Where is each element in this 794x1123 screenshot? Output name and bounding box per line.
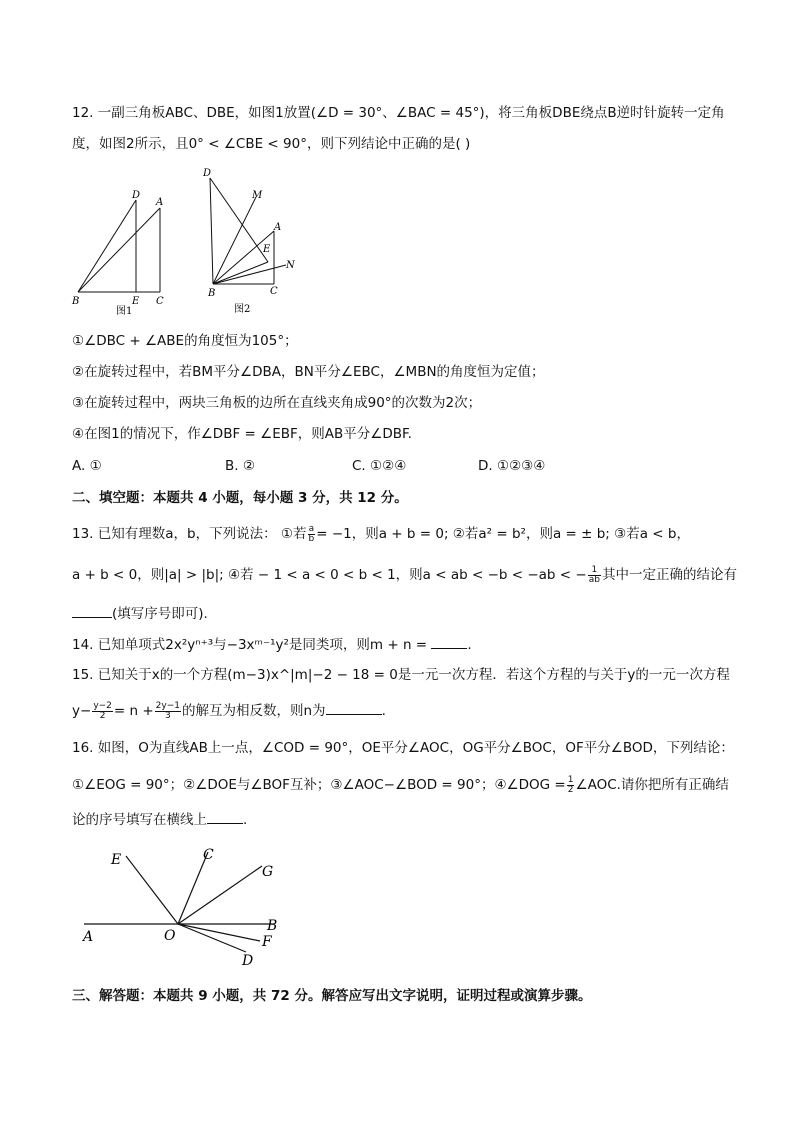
q13-text: 其中一定正确的结论有 [601, 567, 737, 583]
q14-text: . [467, 637, 472, 653]
q13-text: 13. 已知有理数a，b，下列说法： ①若 [72, 526, 307, 542]
q14-line [72, 634, 472, 655]
fig1-label: A [156, 197, 164, 208]
q12-figure-2 [198, 164, 308, 324]
fig2-label: E [263, 244, 271, 255]
fig2-label: C [270, 286, 278, 297]
q15-line1: 15. 已知关于x的一个方程(m−3)x^|m|−2 − 18 = 0是一元一次方程．若这个方程的与关于y的一元一次方程 [72, 667, 730, 683]
fig3-label: A [83, 929, 94, 945]
q13-text: = −1，则a + b = 0; ②若a² = b²，则a = ± b; ③若a < b， [316, 526, 690, 542]
fig3-label: F [262, 934, 272, 950]
q13-line2 [72, 565, 737, 585]
q16-text: 论的序号填写在横线上 [72, 812, 207, 828]
q16-line2 [72, 775, 729, 795]
q16-text: ∠AOC.请你把所有正确结 [575, 777, 729, 793]
q12-figure-1 [68, 186, 178, 322]
fig2-label: B [208, 288, 216, 299]
option-b: B. ② [225, 458, 255, 474]
section-2-heading: 二、填空题：本题共 4 小题，每小题 3 分，共 12 分。 [72, 490, 408, 506]
q13-fraction-a-over-b: $\frac{a}{b}$ [308, 523, 315, 544]
fig3-label: O [164, 928, 176, 944]
option-a: A. ① [72, 458, 102, 474]
answer-blank [72, 603, 112, 618]
fig3-label: G [262, 864, 274, 880]
q16-text: . [243, 812, 248, 828]
fig1-label: C [156, 296, 164, 307]
fig3-label: D [242, 953, 254, 969]
fig1-label: B [72, 296, 80, 307]
q16-line3 [72, 809, 247, 830]
q12-line2: 度，如图2所示，且0° < ∠CBE < 90°，则下列结论中正确的是( ) [72, 136, 471, 152]
q16-line1: 16. 如图，O为直线AB上一点，∠COD = 90°，OE平分∠AOC，OG平分∠BOC，OF平分∠BOD，下列结论： [72, 740, 734, 756]
q15-text: . [381, 703, 386, 719]
q16-fraction-half: $\frac{1}{2}$ [567, 774, 574, 795]
fig2-label: D [203, 168, 212, 179]
fig2-label: A [274, 222, 282, 233]
q15-text: = n + [113, 703, 154, 719]
option-d: D. ①②③④ [478, 458, 546, 474]
q13-text: a + b < 0，则|a| > |b|; ④若 − 1 < a < 0 < b < 1，则a < ab < −b < −ab < − [72, 567, 587, 583]
q13-line1 [72, 524, 690, 544]
q15-text: y− [72, 703, 92, 719]
q16-text: ①∠EOG = 90°；②∠DOE与∠BOF互补；③∠AOC−∠BOD = 90°；④∠DOG = [72, 777, 566, 793]
fig2-label: M [252, 190, 263, 201]
q12-statement-2: ②在旋转过程中，若BM平分∠DBA，BN平分∠EBC，∠MBN的角度恒为定值； [72, 364, 545, 380]
fig3-label: E [111, 852, 122, 868]
q14-text: 14. 已知单项式2x²yⁿ⁺³与−3xᵐ⁻¹y²是同类项，则m + n = [72, 637, 428, 653]
answer-blank [326, 700, 382, 715]
answer-blank [431, 634, 467, 649]
q12-statement-4: ④在图1的情况下，作∠DBF = ∠EBF，则AB平分∠DBF. [72, 426, 412, 442]
q12-line1: 12. 一副三角板ABC、DBE，如图1放置(∠D = 30°、∠BAC = 45°)，将三角板DBE绕点B逆时针旋转一定角 [72, 105, 725, 121]
q12-statement-1: ①∠DBC + ∠ABE的角度恒为105°； [72, 333, 298, 349]
q13-line3 [72, 603, 208, 624]
q15-text: 的解互为相反数，则n为 [182, 703, 326, 719]
option-c: C. ①②④ [352, 458, 407, 474]
fig1-caption: 图1 [116, 306, 133, 317]
q15-fraction-1: $\frac{y-2}{2}$ [93, 700, 112, 721]
q12-statement-3: ③在旋转过程中，两块三角板的边所在直线夹角成90°的次数为2次； [72, 395, 482, 411]
q16-figure [76, 838, 296, 974]
q15-fraction-2: $\frac{2y-1}{3}$ [155, 700, 180, 721]
q15-line2 [72, 700, 386, 721]
fig3-label: B [267, 918, 278, 934]
answer-blank [207, 809, 243, 824]
fig1-label: D [132, 190, 141, 201]
fig3-label: C [203, 847, 214, 863]
q13-fraction-1-over-ab: $\frac{1}{ab}$ [588, 564, 600, 585]
fig1-label: E [132, 296, 140, 307]
fig2-label: N [286, 260, 295, 271]
q13-text: (填写序号即可). [112, 606, 208, 622]
fig2-caption: 图2 [234, 304, 251, 315]
section-3-heading: 三、解答题：本题共 9 小题，共 72 分。解答应写出文字说明，证明过程或演算步骤。 [72, 988, 592, 1004]
